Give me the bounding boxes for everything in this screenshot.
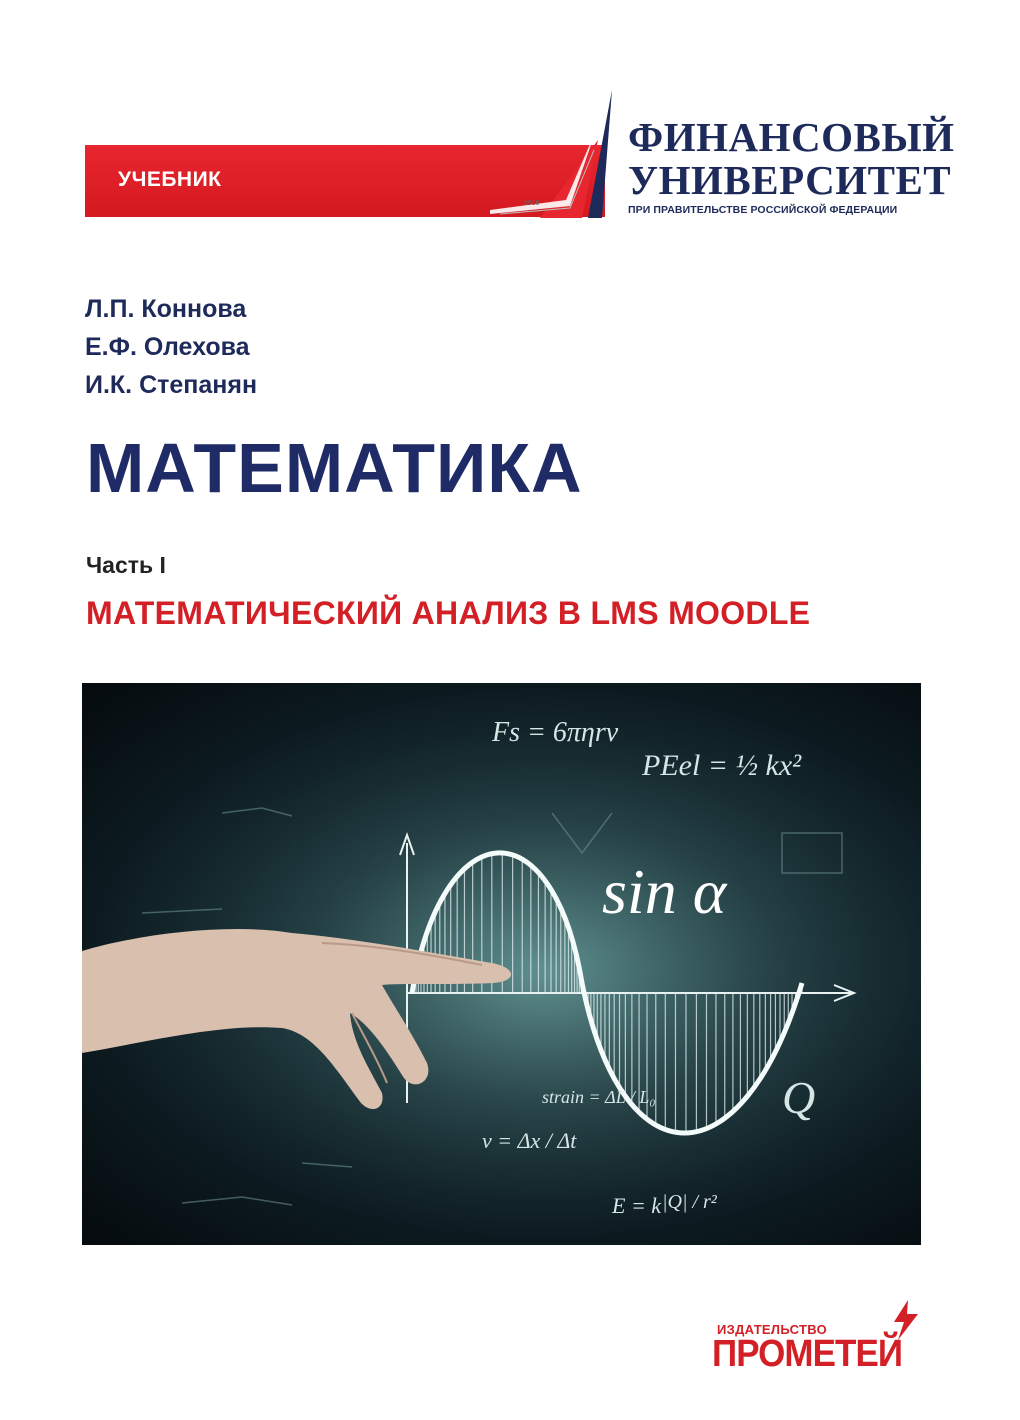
author-3: И.К. Степанян bbox=[85, 371, 258, 399]
book-title: МАТЕМАТИКА bbox=[86, 429, 583, 507]
formula-energy: PEel = ½ kx² bbox=[642, 749, 802, 782]
formula-q: Q bbox=[782, 1072, 816, 1123]
book-subtitle: МАТЕМАТИЧЕСКИЙ АНАЛИЗ В LMS MOODLE bbox=[86, 595, 811, 631]
part-label: Часть I bbox=[86, 552, 166, 578]
author-1: Л.П. Коннова bbox=[85, 295, 247, 323]
university-name-line1: ФИНАНСОВЫЙ bbox=[628, 114, 955, 160]
cover-picture bbox=[82, 683, 921, 1245]
publisher-top: ИЗДАТЕЛЬСТВО bbox=[717, 1322, 828, 1337]
formula-stokes: Fs = 6πηrv bbox=[492, 717, 619, 748]
formula-sin: sin α bbox=[602, 856, 727, 927]
formula-strain: strain = ΔL / L₀ bbox=[542, 1087, 656, 1107]
formula-frac: |Q| / r² bbox=[662, 1191, 717, 1213]
publisher-name: ПРОМЕТЕЙ bbox=[712, 1333, 903, 1375]
university-name-line2: УНИВЕРСИТЕТ bbox=[628, 157, 952, 203]
authors bbox=[85, 290, 257, 404]
author-2: Е.Ф. Олехова bbox=[85, 333, 250, 361]
university-subtitle: ПРИ ПРАВИТЕЛЬСТВЕ РОССИЙСКОЙ ФЕДЕРАЦИИ bbox=[628, 204, 898, 216]
textbook-label: УЧЕБНИК bbox=[118, 168, 222, 191]
university-emblem-icon bbox=[470, 80, 620, 220]
formula-velocity: v = Δx / Δt bbox=[482, 1128, 577, 1153]
cover-picture-art bbox=[82, 683, 921, 1245]
emblem-year: 1919 bbox=[524, 200, 540, 207]
formula-e: E = k bbox=[612, 1193, 662, 1218]
